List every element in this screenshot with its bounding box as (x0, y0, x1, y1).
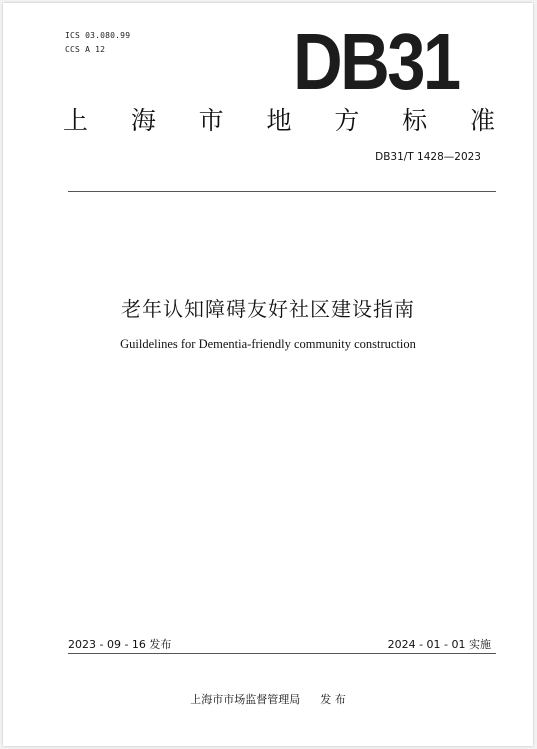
header-divider (68, 191, 496, 192)
implementation-date: 2024 - 01 - 01 实施 (387, 638, 491, 651)
document-title-chinese: 老年认知障碍友好社区建设指南 (121, 297, 415, 321)
issue-date: 2023 - 09 - 16 发布 (68, 638, 172, 651)
ccs-code: CCS A 12 (65, 45, 106, 54)
db31-logo: DB31 (293, 17, 459, 106)
issuer-name: 上海市市场监督管理局 (190, 693, 301, 706)
ics-code: ICS 03.080.99 (65, 31, 131, 40)
standard-number: DB31/T 1428—2023 (375, 151, 481, 163)
issuer-action: 发 布 (320, 693, 346, 706)
authority-char: 上 (63, 106, 89, 135)
document-cover-page (3, 3, 533, 746)
authority-char: 地 (266, 106, 292, 135)
standard-authority (63, 105, 495, 137)
authority-char: 海 (130, 106, 156, 135)
authority-char: 准 (469, 106, 495, 135)
issuing-authority (3, 691, 533, 707)
authority-char: 方 (334, 106, 360, 135)
footer-divider (68, 653, 496, 654)
authority-char: 标 (402, 106, 428, 135)
authority-char: 市 (198, 106, 224, 135)
document-title-english: Guildelines for Dementia-friendly community construction (120, 337, 416, 351)
